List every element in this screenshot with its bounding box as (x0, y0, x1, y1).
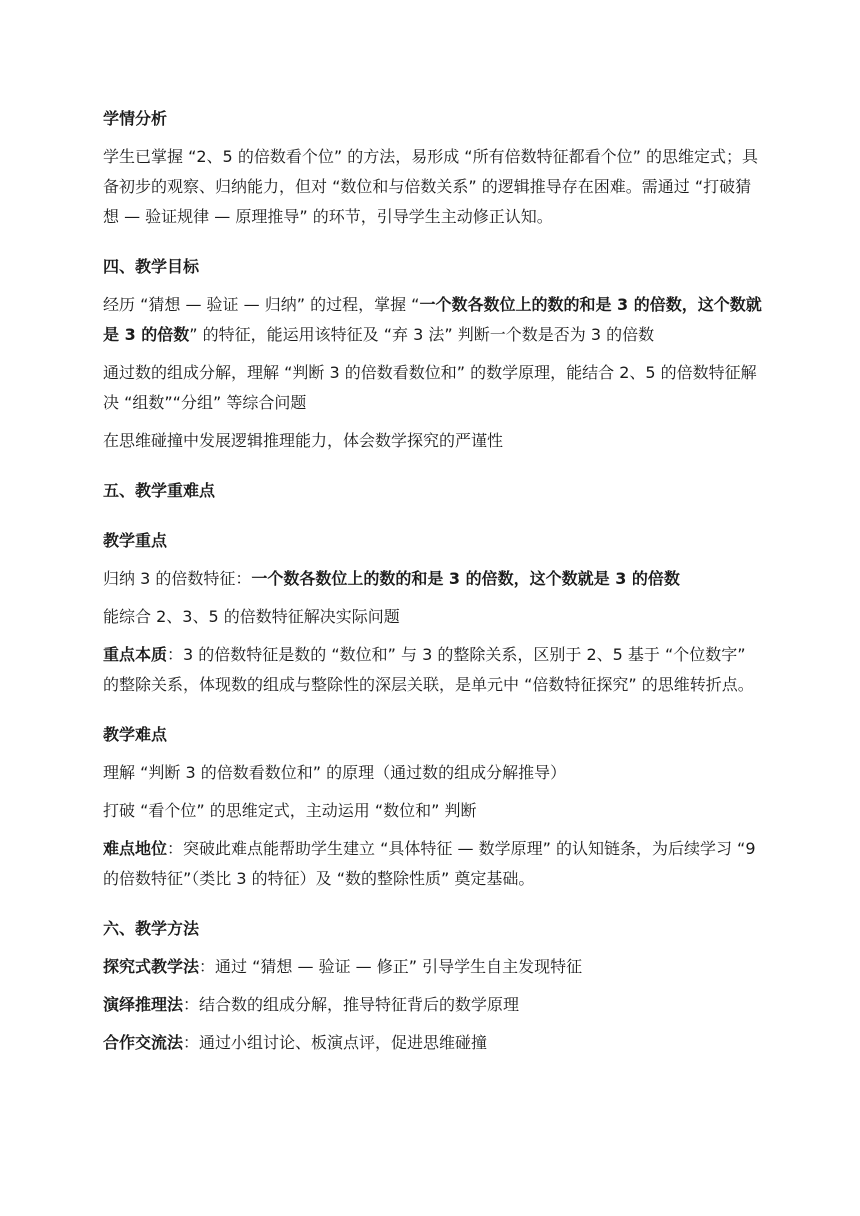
key-points-heading: 教学重点 (103, 531, 168, 550)
difficult-points-heading: 教学难点 (103, 725, 168, 744)
key-point-1-pre: 归纳 3 的倍数特征： (103, 569, 252, 588)
method-3-label: 合作交流法 (103, 1033, 184, 1052)
method-2-label: 演绎推理法 (103, 995, 184, 1014)
objective-1 (103, 290, 763, 350)
key-essence-label: 重点本质 (103, 645, 168, 664)
learning-analysis-text: 学生已掌握 “2、5 的倍数看个位” 的方法，易形成 “所有倍数特征都看个位” 的思维定式；具备初步的观察、归纳能力，但对 “数位和与倍数关系” 的逻辑推导存在困难。需通过 “打破猜想 — 验证规律 — 原理推导” 的环节，引导学生主动修正认知。 (103, 147, 758, 226)
methods-heading: 六、教学方法 (103, 919, 200, 938)
key-point-1-bold: 一个数各数位上的数的和是 3 的倍数，这个数就是 3 的倍数 (251, 569, 680, 588)
method-3-text: ：通过小组讨论、板演点评，促进思维碰撞 (183, 1033, 488, 1052)
difficult-point-1: 理解 “判断 3 的倍数看数位和” 的原理（通过数的组成分解推导） (103, 763, 567, 782)
method-1-label: 探究式教学法 (103, 957, 200, 976)
objectives-heading: 四、教学目标 (103, 257, 200, 276)
difficult-status-text: ：突破此难点能帮助学生建立 “具体特征 — 数学原理” 的认知链条，为后续学习 “9 的倍数特征”（类比 3 的特征）及 “数的整除性质” 奠定基础。 (103, 839, 756, 888)
key-difficult-heading: 五、教学重难点 (103, 481, 216, 500)
learning-analysis-heading: 学情分析 (103, 109, 168, 128)
method-1-text: ：通过 “猜想 — 验证 — 修正” 引导学生自主发现特征 (199, 957, 583, 976)
document-page (103, 104, 763, 1058)
difficult-status-label: 难点地位 (103, 839, 168, 858)
method-2 (103, 990, 763, 1020)
objective-3: 在思维碰撞中发展逻辑推理能力，体会数学探究的严谨性 (103, 431, 504, 450)
objective-2: 通过数的组成分解，理解 “判断 3 的倍数看数位和” 的数学原理，能结合 2、5 的倍数特征解决 “组数”“分组” 等综合问题 (103, 363, 757, 412)
objective-1-post: ” 的特征，能运用该特征及 “弃 3 法” 判断一个数是否为 3 的倍数 (189, 325, 655, 344)
objective-1-bold: 一个数各数位上的数的和是 3 的倍数，这个数就是 3 的倍数 (103, 295, 762, 344)
difficult-status (103, 834, 763, 894)
method-2-text: ：结合数的组成分解，推导特征背后的数学原理 (183, 995, 520, 1014)
objective-1-pre: 经历 “猜想 — 验证 — 归纳” 的过程，掌握 “ (103, 295, 420, 314)
key-point-2: 能综合 2、3、5 的倍数特征解决实际问题 (103, 607, 400, 626)
key-essence (103, 640, 763, 700)
method-3 (103, 1028, 763, 1058)
key-essence-text: ：3 的倍数特征是数的 “数位和” 与 3 的整除关系，区别于 2、5 基于 “个位数字” 的整除关系，体现数的组成与整除性的深层关联，是单元中 “倍数特征探究” 的思维转折点。 (103, 645, 754, 694)
key-point-1 (103, 564, 763, 594)
method-1 (103, 952, 763, 982)
difficult-point-2: 打破 “看个位” 的思维定式，主动运用 “数位和” 判断 (103, 801, 477, 820)
